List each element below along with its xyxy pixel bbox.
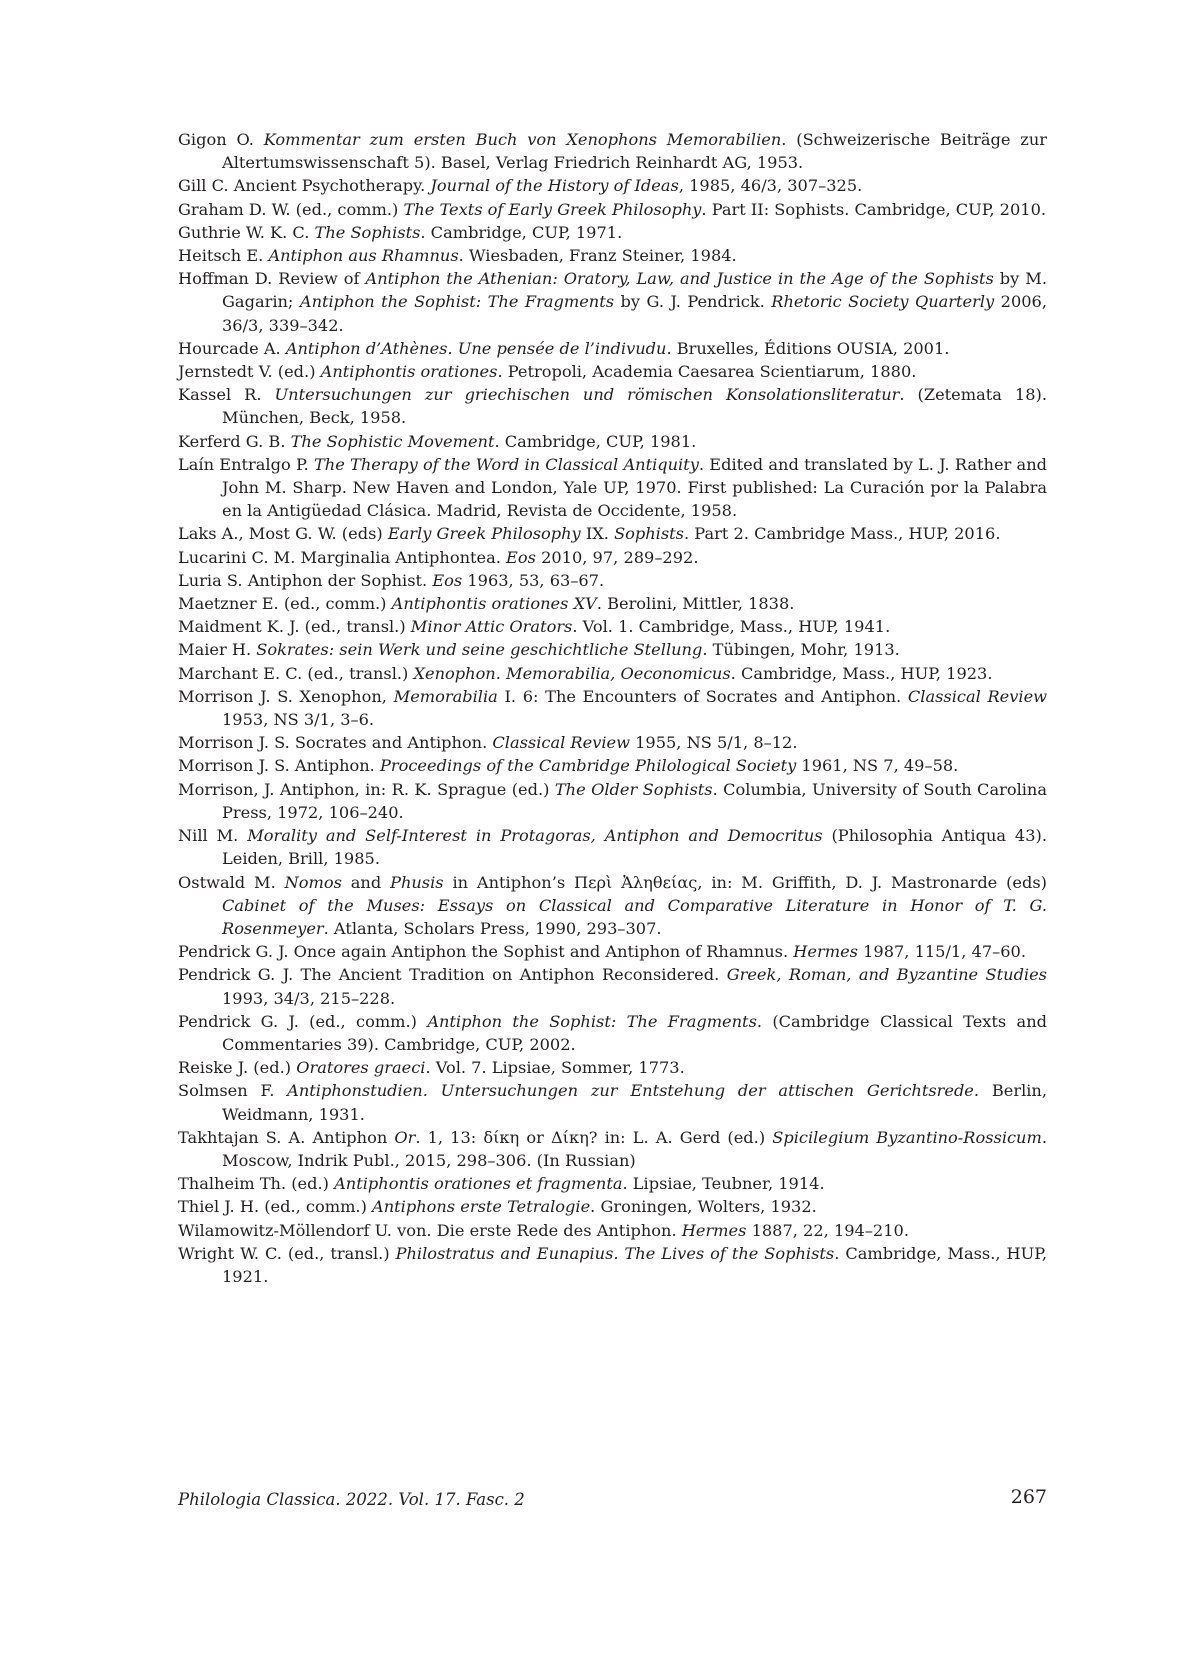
reference-title: Xenophon. Memorabilia, Oeconomicus	[413, 663, 731, 683]
reference-title: Spicilegium Byzantino-Rossicum	[772, 1127, 1042, 1147]
reference-list	[178, 128, 1047, 1288]
reference-entry	[178, 1126, 1047, 1172]
reference-text: . Moscow, Indrik Publ., 2015, 298–306. (In Russian)	[222, 1127, 1047, 1170]
reference-title: Untersuchungen zur griechischen und römischen Konsolationsliteratur	[274, 385, 900, 405]
reference-title: Hermes	[793, 942, 858, 962]
reference-entry	[178, 940, 1047, 963]
reference-text: . Groningen, Wolters, 1932.	[590, 1197, 817, 1217]
reference-text: Gigon O.	[178, 130, 264, 149]
reference-title: Antiphon aus Rhamnus	[268, 246, 459, 266]
reference-text: Wright W. C. (ed., transl.)	[178, 1243, 396, 1263]
reference-text: . Part 2. Cambridge Mass., HUP, 2016.	[683, 524, 1001, 544]
reference-text: Gill C. Ancient Psychotherapy.	[178, 176, 431, 196]
reference-title: Sokrates: sein Werk und seine geschichtliche Stellung	[256, 640, 703, 660]
reference-text: . Berolini, Mittler, 1838.	[596, 594, 795, 614]
reference-text: Ostwald M.	[178, 872, 285, 892]
reference-title: Early Greek Philosophy	[387, 524, 581, 544]
reference-text: 2006, 36/3, 339–342.	[222, 292, 1047, 335]
reference-text: Morrison, J. Antiphon, in: R. K. Sprague (ed.)	[178, 779, 555, 799]
reference-text: , 1985, 46/3, 307–325.	[678, 176, 863, 196]
reference-title: Antiphontis orationes et fragmenta	[334, 1174, 623, 1194]
reference-title: Cabinet of the Muses: Essays on Classical and Comparative Literature in Honor of T. G. Rosenmeyer	[222, 895, 1047, 938]
reference-text: Takhtajan S. A. Antiphon	[178, 1127, 395, 1147]
reference-entry	[178, 522, 1047, 545]
reference-title: The Texts of Early Greek Philosophy	[403, 199, 702, 219]
reference-text: . Vol. 1. Cambridge, Mass., HUP, 1941.	[572, 617, 891, 637]
reference-text: 1953, NS 3/1, 3–6.	[222, 710, 375, 730]
reference-entry	[178, 360, 1047, 383]
reference-title: Sophists	[614, 524, 684, 544]
reference-text: . Wiesbaden, Franz Steiner, 1984.	[458, 246, 737, 266]
reference-text: Maidment K. J. (ed., transl.)	[178, 617, 411, 637]
reference-entry	[178, 1056, 1047, 1079]
reference-entry	[178, 198, 1047, 221]
reference-entry	[178, 337, 1047, 360]
reference-title: The Sophists	[314, 222, 421, 242]
reference-entry	[178, 1010, 1047, 1056]
reference-title: The Older Sophists	[554, 779, 713, 799]
reference-text: . Atlanta, Scholars Press, 1990, 293–307.	[323, 918, 662, 938]
reference-title: Antiphon the Athenian: Oratory, Law, and Justice in the Age of the Sophists	[365, 269, 994, 289]
reference-entry	[178, 638, 1047, 661]
reference-title: Antiphon the Sophist: The Fragments	[299, 292, 615, 312]
reference-text: Graham D. W. (ed., comm.)	[178, 199, 404, 219]
reference-entry	[178, 1242, 1047, 1288]
reference-text: . (Schweizerische Beiträge zur Altertumswissenschaft 5). Basel, Verlag Friedrich Reinhardt AG, 1953.	[222, 130, 1047, 173]
reference-text: . Cambridge, Mass., HUP, 1921.	[222, 1243, 1047, 1286]
reference-entry	[178, 174, 1047, 197]
reference-text: and	[341, 872, 391, 892]
reference-title: Phusis	[390, 872, 444, 892]
reference-title: Proceedings of the Cambridge Philological Society	[379, 756, 797, 776]
reference-entry	[178, 267, 1047, 337]
reference-title: Nomos	[284, 872, 342, 892]
reference-title: Journal of the History of Ideas	[430, 176, 679, 196]
reference-entry	[178, 871, 1047, 941]
reference-entry	[178, 778, 1047, 824]
reference-title: Eos	[506, 547, 536, 567]
reference-text: . Columbia, University of South Carolina Press, 1972, 106–240.	[222, 779, 1048, 822]
reference-title: Antiphon d’Athènes. Une pensée de l’indivudu	[285, 338, 667, 358]
reference-text: . Edited and translated by L. J. Rather and John M. Sharp. New Haven and London, Yale UP, 1970. First published: La Curación por la Palabra en la Antigüedad Clásica. Madrid, Revista de Occidente, 1958.	[222, 454, 1047, 521]
reference-text: . (Zetemata 18). München, Beck, 1958.	[222, 385, 1047, 428]
reference-text: Maier H.	[178, 640, 257, 660]
reference-title: Memorabilia	[393, 686, 498, 706]
reference-text: (Philosophia Antiqua 43). Leiden, Brill, 1985.	[222, 826, 1047, 869]
reference-title: Morality and Self-Interest in Protagoras, Antiphon and Democritus	[247, 826, 823, 846]
reference-text: Hoffman D. Review of	[178, 269, 366, 289]
reference-entry	[178, 662, 1047, 685]
reference-entry	[178, 546, 1047, 569]
reference-text: Heitsch E.	[178, 246, 269, 266]
reference-text: I. 6: The Encounters of Socrates and Antiphon.	[497, 686, 908, 706]
reference-text: Laín Entralgo P.	[178, 454, 314, 474]
reference-text: . Petropoli, Academia Caesarea Scientiarum, 1880.	[497, 362, 917, 382]
reference-text: Maetzner E. (ed., comm.)	[178, 594, 392, 614]
reference-text: . Berlin, Weidmann, 1931.	[222, 1081, 1047, 1124]
reference-text: Morrison J. S. Socrates and Antiphon.	[178, 733, 493, 753]
reference-text: Reiske J. (ed.)	[178, 1058, 297, 1078]
reference-entry	[178, 754, 1047, 777]
reference-title: Philostratus and Eunapius. The Lives of the Sophists	[395, 1243, 835, 1263]
reference-title: Kommentar zum ersten Buch von Xenophons Memorabilien	[263, 130, 782, 149]
reference-text: 1961, NS 7, 49–58.	[796, 756, 959, 776]
reference-text: Lucarini C. M. Marginalia Antiphontea.	[178, 547, 507, 567]
reference-entry	[178, 244, 1047, 267]
reference-title: Antiphontis orationes XV	[391, 594, 597, 614]
reference-title: Hermes	[681, 1220, 747, 1240]
reference-text: . Bruxelles, Éditions OUSIA, 2001.	[666, 338, 950, 358]
reference-text: Kassel R.	[178, 385, 275, 405]
reference-entry	[178, 731, 1047, 754]
reference-entry	[178, 685, 1047, 731]
reference-entry	[178, 453, 1047, 523]
reference-text: Thiel J. H. (ed., comm.)	[178, 1197, 373, 1217]
reference-title: Classical Review	[492, 733, 630, 753]
reference-entry	[178, 824, 1047, 870]
reference-text: . (Cambridge Classical Texts and Commentaries 39). Cambridge, CUP, 2002.	[222, 1011, 1047, 1054]
reference-text: 1993, 34/3, 215–228.	[222, 988, 396, 1008]
reference-text: . Cambridge, Mass., HUP, 1923.	[730, 663, 993, 683]
reference-text: Solmsen F.	[178, 1081, 288, 1101]
reference-text: by M. Gagarin;	[222, 269, 1047, 312]
reference-text: Pendrick G. J. Once again Antiphon the Sophist and Antiphon of Rhamnus.	[178, 942, 794, 962]
reference-text: Wilamowitz-Möllendorf U. von. Die erste Rede des Antiphon.	[178, 1220, 682, 1240]
reference-text: Morrison J. S. Xenophon,	[178, 686, 394, 706]
reference-entry	[178, 615, 1047, 638]
reference-title: Or	[394, 1127, 416, 1147]
reference-title: Antiphon the Sophist: The Fragments	[427, 1011, 757, 1031]
reference-text: IX.	[580, 524, 615, 544]
reference-text: in Antiphon’s Περὶ Ἀληθείας, in: M. Griffith, D. J. Mastronarde (eds)	[443, 872, 1047, 892]
reference-text: . Cambridge, CUP, 1981.	[494, 431, 697, 451]
reference-entry	[178, 221, 1047, 244]
reference-text: Nill M.	[178, 826, 248, 846]
reference-title: The Sophistic Movement	[290, 431, 495, 451]
reference-text: Pendrick G. J. The Ancient Tradition on Antiphon Reconsidered.	[178, 965, 727, 985]
reference-text: . 1, 13: δίκη or Δίκη? in: L. A. Gerd (ed.)	[415, 1127, 773, 1147]
reference-text: by G. J. Pendrick.	[614, 292, 772, 312]
reference-title: Antiphontis orationes	[320, 362, 498, 382]
reference-text: Marchant E. C. (ed., transl.)	[178, 663, 414, 683]
reference-text: Hourcade A.	[178, 338, 286, 358]
reference-title: Rhetoric Society Quarterly	[771, 292, 995, 312]
reference-text: Laks A., Most G. W. (eds)	[178, 524, 388, 544]
reference-entry	[178, 1172, 1047, 1195]
reference-title: Classical Review	[907, 686, 1048, 706]
reference-title: Antiphonstudien. Untersuchungen zur Entstehung der attischen Gerichtsrede	[287, 1081, 974, 1101]
reference-entry	[178, 430, 1047, 453]
reference-text: 1955, NS 5/1, 8–12.	[629, 733, 798, 753]
reference-entry	[178, 128, 1047, 174]
reference-text: 2010, 97, 289–292.	[535, 547, 699, 567]
reference-entry	[178, 1195, 1047, 1218]
reference-title: Greek, Roman, and Byzantine Studies	[726, 965, 1047, 985]
reference-text: Pendrick G. J. (ed., comm.)	[178, 1011, 428, 1031]
reference-text: . Lipsiae, Teubner, 1914.	[622, 1174, 825, 1194]
reference-entry	[178, 569, 1047, 592]
reference-title: Eos	[432, 570, 463, 590]
reference-title: Oratores graeci	[296, 1058, 426, 1078]
reference-text: . Cambridge, CUP, 1971.	[420, 222, 623, 242]
reference-entry	[178, 592, 1047, 615]
reference-text: 1963, 53, 63–67.	[462, 570, 605, 590]
reference-text: Kerferd G. B.	[178, 431, 291, 451]
reference-entry	[178, 383, 1047, 429]
reference-text: 1887, 22, 194–210.	[746, 1220, 909, 1240]
reference-text: Morrison J. S. Antiphon.	[178, 756, 380, 776]
footer-journal-citation: Philologia Classica. 2022. Vol. 17. Fasc. 2	[178, 1490, 525, 1509]
reference-text: . Vol. 7. Lipsiae, Sommer, 1773.	[425, 1058, 685, 1078]
reference-title: Minor Attic Orators	[410, 617, 573, 637]
reference-text: Luria S. Antiphon der Sophist.	[178, 570, 433, 590]
reference-title: The Therapy of the Word in Classical Antiquity	[313, 454, 699, 474]
reference-text: . Part II: Sophists. Cambridge, CUP, 2010.	[701, 199, 1047, 219]
reference-text: Guthrie W. K. C.	[178, 222, 315, 242]
reference-text: Jernstedt V. (ed.)	[178, 362, 321, 382]
reference-title: Antiphons erste Tetralogie	[372, 1197, 591, 1217]
reference-text: Thalheim Th. (ed.)	[178, 1174, 335, 1194]
reference-text: . Tübingen, Mohr, 1913.	[702, 640, 900, 660]
page-number: 267	[1010, 1486, 1047, 1508]
reference-entry	[178, 1079, 1047, 1125]
reference-entry	[178, 1219, 1047, 1242]
reference-entry	[178, 963, 1047, 1009]
reference-text: 1987, 115/1, 47–60.	[857, 942, 1026, 962]
